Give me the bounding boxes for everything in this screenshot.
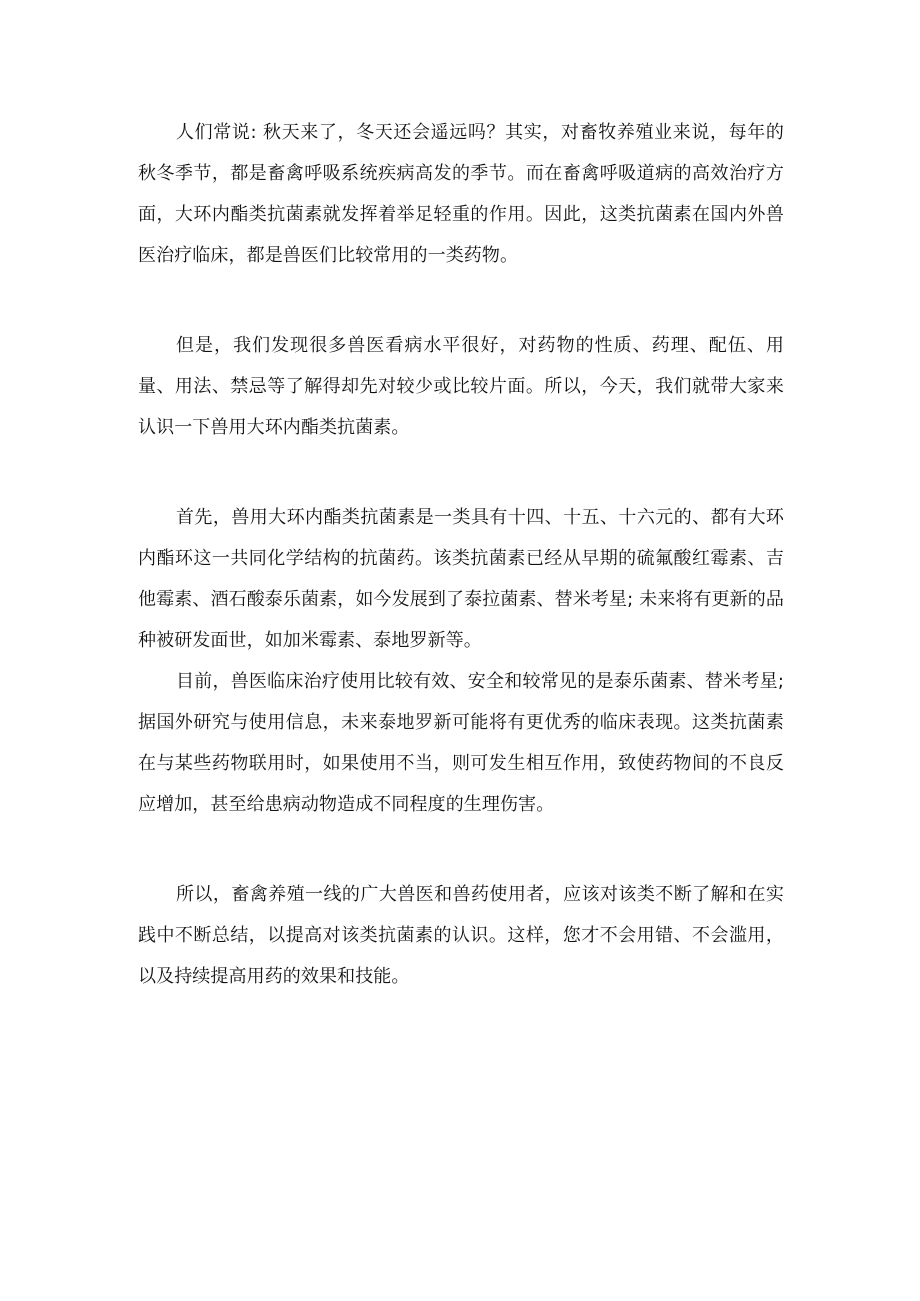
document-body [138,112,784,997]
paragraph-problem: 但是，我们发现很多兽医看病水平很好，对药物的性质、药理、配伍、用量、用法、禁忌等了解得却先对较少或比较片面。所以，今天，我们就带大家来认识一下兽用大环内酯类抗菌素。 [138,335,784,438]
paragraph-conclusion: 所以，畜禽养殖一线的广大兽医和兽药使用者，应该对该类不断了解和在实践中不断总结，以提高对该类抗菌素的认识。这样，您才不会用错、不会滥用，以及持续提高用药的效果和技能。 [138,884,784,987]
paragraph-current-use: 目前，兽医临床治疗使用比较有效、安全和较常见的是泰乐菌素、替米考星; 据国外研究与使用信息，未来泰地罗新可能将有更优秀的临床表现。这类抗菌素在与某些药物联用时，如果使用不当，则可发生相互作用，致使药物间的不良反应增加，甚至给患病动物造成不同程度的生理伤害。 [138,671,784,815]
paragraph-intro: 人们常说: 秋天来了，冬天还会遥远吗？其实，对畜牧养殖业来说，每年的秋冬季节，都是畜禽呼吸系统疾病高发的季节。而在畜禽呼吸道病的高效治疗方面，大环内酯类抗菌素就发挥着举足轻重的作用。因此，这类抗菌素在国内外兽医治疗临床，都是兽医们比较常用的一类药物。 [138,122,784,266]
paragraph-definition: 首先，兽用大环内酯类抗菌素是一类具有十四、十五、十六元的、都有大环内酯环这一共同化学结构的抗菌药。该类抗菌素已经从早期的硫氟酸红霉素、吉他霉素、酒石酸泰乐菌素，如今发展到了泰拉菌素、替米考星; 未来将有更新的品种被研发面世，如加米霉素、泰地罗新等。 [138,507,784,651]
